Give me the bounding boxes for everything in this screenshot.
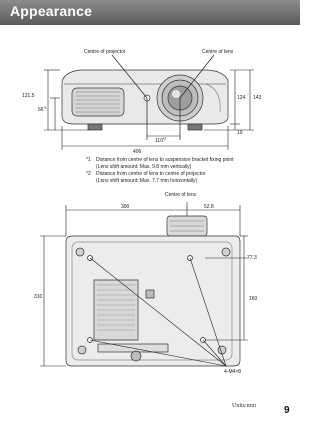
dim-310: 310: [34, 294, 43, 300]
bottom-view-projector: [66, 216, 240, 366]
note-1-line1: Distance from centre of lens to suspension bracket fixing point: [96, 157, 234, 163]
dim-77-3: 77.3: [247, 255, 257, 261]
screw-label: 4-M4×8: [224, 369, 242, 375]
page-title: Appearance: [10, 3, 93, 19]
dim-width: 406: [133, 149, 142, 155]
note-1-line2: (Lens shift amount: Max. 9.8 mm vertically): [96, 163, 192, 170]
dim-body-height: 124: [237, 95, 246, 101]
dim-160: 160: [249, 296, 258, 302]
page-number: 9: [284, 405, 290, 416]
dim-300: 300: [121, 204, 130, 210]
centre-of-lens-label-front: Centre of lens: [202, 49, 234, 55]
note-2-mark: *2: [86, 171, 91, 177]
unit-label: Units:mm: [232, 403, 257, 409]
front-view-projector: [62, 70, 228, 130]
dim-total-height: 131.5: [22, 93, 35, 99]
dim-lens-offset: 110$^{*2}$: [155, 137, 167, 144]
dim-foot-height: 66$^{*1}$: [38, 106, 47, 113]
note-2-line2: (Lens shift amount: Max. 7.7 mm horizontally): [96, 177, 198, 184]
note-2-line1: Distance from centre of lens to centre of projector: [96, 171, 206, 177]
centre-of-lens-label-bottom: Centre of lens: [165, 192, 197, 198]
dim-overall-height: 143: [253, 95, 262, 101]
dim-foot-gap: 19: [237, 130, 243, 136]
dim-52-8: 52.8: [204, 204, 214, 210]
centre-of-projector-label: Centre of projector: [84, 49, 126, 55]
note-1-mark: *1: [86, 157, 91, 163]
